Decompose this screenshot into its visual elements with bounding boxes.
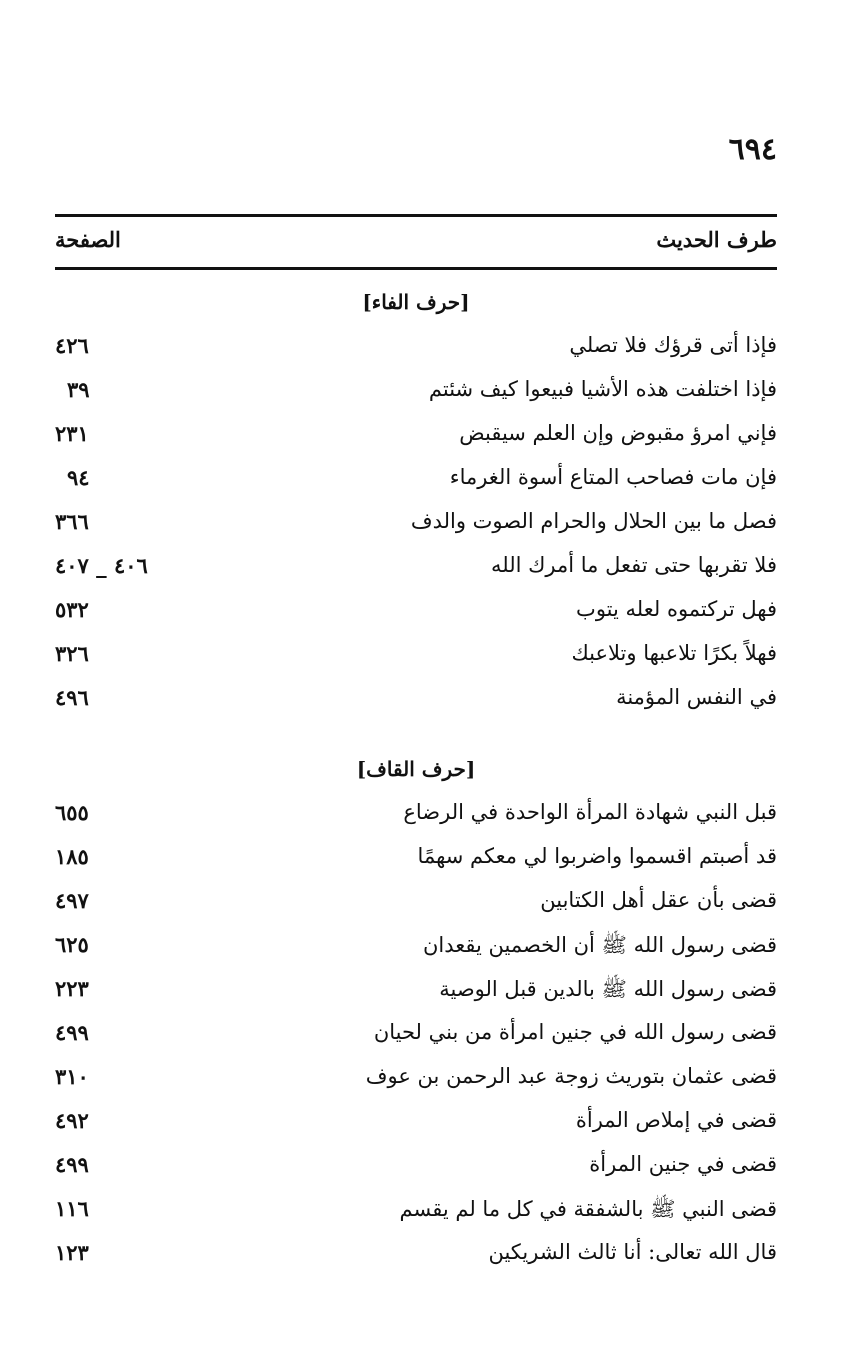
hadith-text: في النفس المؤمنة (616, 685, 777, 709)
list-item (55, 800, 777, 840)
list-item (55, 976, 777, 1016)
list-item (55, 1152, 777, 1192)
list-item (55, 597, 777, 637)
hadith-text: قضى رسول الله ﷺ بالدين قبل الوصية (439, 977, 777, 1001)
hadith-text: قضى عثمان بتوريث زوجة عبد الرحمن بن عوف (365, 1064, 777, 1088)
hadith-text: فهلاً بكرًا تلاعبها وتلاعبك (571, 641, 777, 665)
page-ref: ١١٦ (55, 1196, 89, 1221)
hadith-text: فصل ما بين الحلال والحرام الصوت والدف (410, 509, 777, 533)
page-ref: ٢٢٣ (55, 976, 89, 1001)
page-ref: ٤٩٦ (55, 685, 89, 710)
header-page-column: الصفحة (55, 227, 121, 252)
list-item (55, 553, 777, 593)
page-ref: ٦٢٥ (55, 932, 89, 957)
page-ref: ٤٢٦ (55, 333, 89, 358)
page-ref: ٣٩ (67, 377, 90, 402)
page-ref: ٣٢٦ (55, 641, 89, 666)
hadith-text: قضى رسول الله في جنين امرأة من بني لحيان (373, 1020, 777, 1044)
page-ref: ٩٤ (67, 465, 90, 490)
hadith-text: فهل تركتموه لعله يتوب (576, 597, 777, 621)
list-item (55, 1064, 777, 1104)
page-ref: ٢٣١ (55, 421, 89, 446)
hadith-text: فإذا اختلفت هذه الأشيا فبيعوا كيف شئتم (428, 377, 777, 401)
page-number: ٦٩٤ (728, 132, 777, 167)
hadith-text: فإن مات فصاحب المتاع أسوة الغرماء (449, 465, 777, 489)
page-ref: ٣٦٦ (55, 509, 89, 534)
page-ref: ٣١٠ (55, 1064, 89, 1089)
hadith-text: قضى في جنين المرأة (589, 1152, 777, 1176)
hadith-text: فلا تقربها حتى تفعل ما أمرك الله (491, 553, 777, 577)
section-title-qaf: [حرف القاف] (356, 757, 476, 781)
list-item (55, 421, 777, 461)
list-item (55, 1108, 777, 1148)
page-ref: ٦٥٥ (55, 800, 89, 825)
list-item (55, 465, 777, 505)
section-title-faa: [حرف الفاء] (362, 290, 470, 314)
hadith-text: قبل النبي شهادة المرأة الواحدة في الرضاع (403, 800, 777, 824)
list-item (55, 932, 777, 972)
page-ref: ٤٠٦ _ ٤٠٧ (55, 553, 148, 578)
hadith-text: قال الله تعالى: أنا ثالث الشريكين (488, 1240, 777, 1264)
list-item (55, 888, 777, 928)
list-item (55, 844, 777, 884)
list-item (55, 1020, 777, 1060)
header-hadith-column: طرف الحديث (656, 227, 777, 252)
hadith-text: قضى بأن عقل أهل الكتابين (540, 888, 777, 912)
page-ref: ٤٩٧ (55, 888, 89, 913)
list-item (55, 685, 777, 725)
list-item (55, 509, 777, 549)
hadith-text: فإذا أتى قرؤك فلا تصلي (569, 333, 777, 357)
hadith-text: فإني امرؤ مقبوض وإن العلم سيقبض (459, 421, 777, 445)
page-ref: ٤٩٩ (55, 1020, 89, 1045)
list-item (55, 1196, 777, 1236)
page-ref: ٤٩٩ (55, 1152, 89, 1177)
list-item (55, 377, 777, 417)
page-ref: ٤٩٢ (55, 1108, 89, 1133)
page-ref: ٥٣٢ (55, 597, 89, 622)
hadith-text: قضى النبي ﷺ بالشفقة في كل ما لم يقسم (399, 1197, 777, 1221)
hadith-text: قضى رسول الله ﷺ أن الخصمين يقعدان (422, 933, 777, 957)
page-ref: ١٨٥ (55, 844, 89, 869)
page-ref: ١٢٣ (55, 1240, 89, 1265)
table-header (55, 214, 777, 270)
hadith-text: قد أصبتم اقسموا واضربوا لي معكم سهمًا (417, 844, 777, 868)
hadith-text: قضى في إملاص المرأة (575, 1108, 777, 1132)
list-item (55, 333, 777, 373)
list-item (55, 641, 777, 681)
list-item (55, 1240, 777, 1280)
